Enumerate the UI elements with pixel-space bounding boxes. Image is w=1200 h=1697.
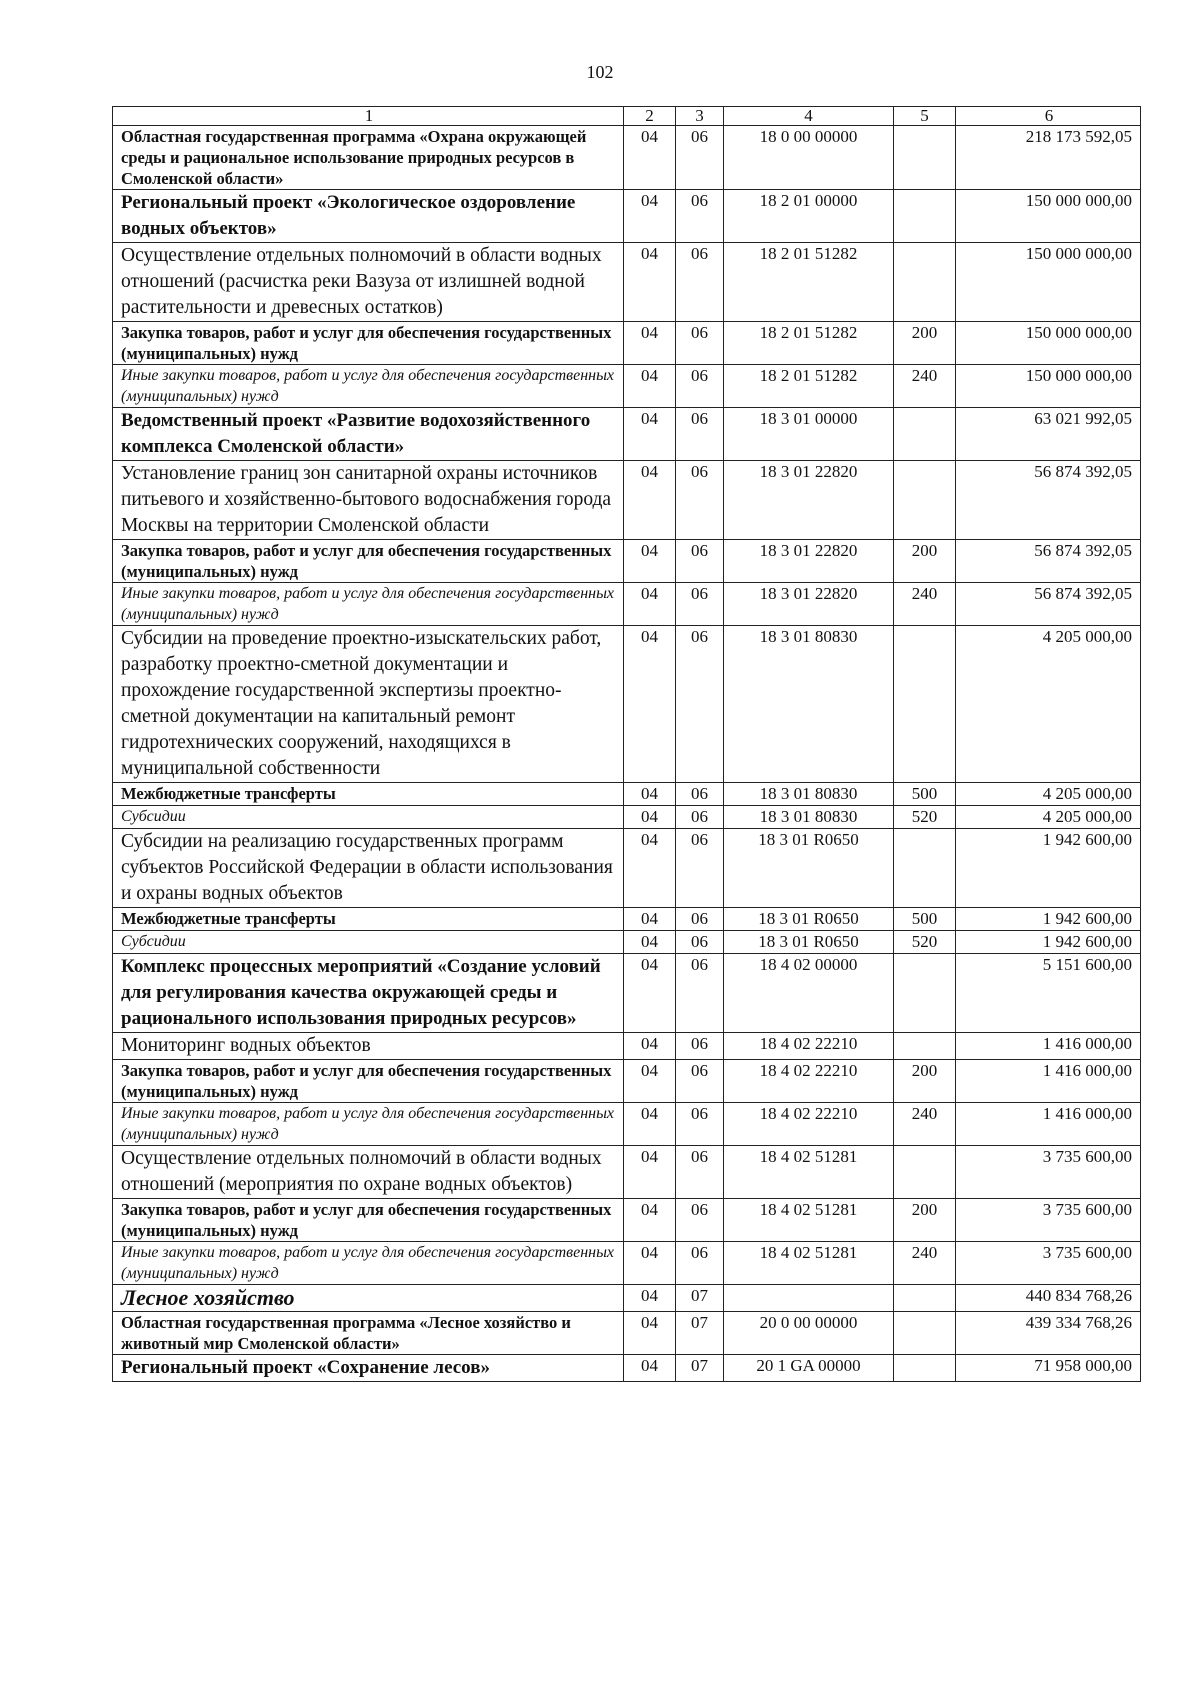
row-amount: 56 874 392,05	[956, 583, 1141, 626]
row-expense-type: 200	[894, 322, 956, 365]
table-row	[113, 1199, 1141, 1242]
row-target-article: 18 3 01 80830	[724, 806, 894, 829]
row-expense-type: 200	[894, 1199, 956, 1242]
row-expense-type	[894, 461, 956, 540]
row-subsection: 06	[676, 783, 724, 806]
row-expense-type: 200	[894, 1060, 956, 1103]
row-amount: 63 021 992,05	[956, 408, 1141, 461]
row-target-article: 18 2 01 00000	[724, 190, 894, 243]
header-col-4: 4	[724, 107, 894, 126]
row-amount: 56 874 392,05	[956, 540, 1141, 583]
row-section: 04	[624, 626, 676, 783]
row-target-article: 18 2 01 51282	[724, 365, 894, 408]
table-row	[113, 908, 1141, 931]
row-expense-type: 500	[894, 908, 956, 931]
row-target-article: 18 2 01 51282	[724, 243, 894, 322]
row-name: Областная государственная программа «Охрана окружающей среды и рациональное использование природных ресурсов в Смоленской области»	[113, 126, 624, 190]
row-target-article: 18 3 01 R0650	[724, 908, 894, 931]
table-row	[113, 1146, 1141, 1199]
row-subsection: 06	[676, 1033, 724, 1060]
table-row	[113, 806, 1141, 829]
row-section: 04	[624, 365, 676, 408]
row-subsection: 06	[676, 1146, 724, 1199]
row-amount: 150 000 000,00	[956, 365, 1141, 408]
row-target-article: 18 4 02 22210	[724, 1033, 894, 1060]
row-name: Осуществление отдельных полномочий в области водных отношений (расчистка реки Вазуза от излишней водной растительности и древесных остатков)	[113, 243, 624, 322]
row-amount: 439 334 768,26	[956, 1312, 1141, 1355]
row-subsection: 06	[676, 461, 724, 540]
row-name: Лесное хозяйство	[113, 1285, 624, 1312]
row-amount: 3 735 600,00	[956, 1199, 1141, 1242]
row-expense-type	[894, 1146, 956, 1199]
row-amount: 150 000 000,00	[956, 243, 1141, 322]
row-target-article: 18 2 01 51282	[724, 322, 894, 365]
table-row	[113, 540, 1141, 583]
row-section: 04	[624, 829, 676, 908]
row-name: Субсидии на проведение проектно-изыскательских работ, разработку проектно-сметной документации и прохождение государственной экспертизы проектно-сметной документации на капитальный ремонт гидротехнических сооружений, находящихся в муниципальной собственности	[113, 626, 624, 783]
row-subsection: 06	[676, 806, 724, 829]
row-target-article: 18 4 02 51281	[724, 1242, 894, 1285]
row-target-article: 18 4 02 22210	[724, 1060, 894, 1103]
row-expense-type	[894, 954, 956, 1033]
table-row	[113, 583, 1141, 626]
row-subsection: 06	[676, 829, 724, 908]
table-row	[113, 1242, 1141, 1285]
row-section: 04	[624, 190, 676, 243]
row-section: 04	[624, 126, 676, 190]
row-subsection: 06	[676, 1199, 724, 1242]
row-expense-type	[894, 829, 956, 908]
row-expense-type	[894, 1312, 956, 1355]
table-row	[113, 190, 1141, 243]
row-subsection: 06	[676, 1060, 724, 1103]
row-target-article: 20 0 00 00000	[724, 1312, 894, 1355]
row-section: 04	[624, 806, 676, 829]
row-subsection: 06	[676, 931, 724, 954]
row-expense-type: 240	[894, 365, 956, 408]
row-subsection: 06	[676, 954, 724, 1033]
row-expense-type: 500	[894, 783, 956, 806]
table-row	[113, 1103, 1141, 1146]
row-section: 04	[624, 1146, 676, 1199]
row-expense-type	[894, 408, 956, 461]
row-subsection: 06	[676, 1103, 724, 1146]
row-amount: 1 416 000,00	[956, 1060, 1141, 1103]
row-expense-type	[894, 243, 956, 322]
row-expense-type: 520	[894, 931, 956, 954]
row-section: 04	[624, 931, 676, 954]
table-row	[113, 931, 1141, 954]
row-section: 04	[624, 322, 676, 365]
row-expense-type: 240	[894, 583, 956, 626]
row-name: Межбюджетные трансферты	[113, 783, 624, 806]
table-row	[113, 1060, 1141, 1103]
row-section: 04	[624, 954, 676, 1033]
header-col-1: 1	[113, 107, 624, 126]
row-target-article: 18 3 01 80830	[724, 626, 894, 783]
row-target-article: 18 3 01 R0650	[724, 931, 894, 954]
row-target-article: 18 4 02 51281	[724, 1146, 894, 1199]
row-section: 04	[624, 1242, 676, 1285]
row-target-article: 18 3 01 80830	[724, 783, 894, 806]
table-row	[113, 954, 1141, 1033]
row-name: Иные закупки товаров, работ и услуг для обеспечения государственных (муниципальных) нужд	[113, 365, 624, 408]
row-target-article: 18 3 01 22820	[724, 540, 894, 583]
row-name: Иные закупки товаров, работ и услуг для обеспечения государственных (муниципальных) нужд	[113, 583, 624, 626]
header-col-6: 6	[956, 107, 1141, 126]
table-row	[113, 365, 1141, 408]
table-row	[113, 408, 1141, 461]
row-expense-type: 520	[894, 806, 956, 829]
header-col-3: 3	[676, 107, 724, 126]
row-subsection: 06	[676, 243, 724, 322]
row-target-article: 18 4 02 51281	[724, 1199, 894, 1242]
row-subsection: 06	[676, 626, 724, 783]
row-expense-type	[894, 190, 956, 243]
row-name: Субсидии	[113, 931, 624, 954]
row-expense-type	[894, 1285, 956, 1312]
row-amount: 5 151 600,00	[956, 954, 1141, 1033]
row-section: 04	[624, 408, 676, 461]
row-target-article: 20 1 GA 00000	[724, 1355, 894, 1382]
row-subsection: 06	[676, 126, 724, 190]
row-subsection: 06	[676, 190, 724, 243]
page-number: 102	[586, 62, 614, 82]
table-row	[113, 243, 1141, 322]
row-section: 04	[624, 1199, 676, 1242]
row-subsection: 07	[676, 1355, 724, 1382]
row-subsection: 07	[676, 1285, 724, 1312]
row-amount: 1 942 600,00	[956, 908, 1141, 931]
row-subsection: 06	[676, 583, 724, 626]
row-amount: 71 958 000,00	[956, 1355, 1141, 1382]
row-name: Установление границ зон санитарной охраны источников питьевого и хозяйственно-бытового водоснабжения города Москвы на территории Смоленской области	[113, 461, 624, 540]
row-subsection: 06	[676, 540, 724, 583]
header-col-5: 5	[894, 107, 956, 126]
row-expense-type	[894, 126, 956, 190]
row-target-article: 18 4 02 00000	[724, 954, 894, 1033]
row-section: 04	[624, 1103, 676, 1146]
row-section: 04	[624, 540, 676, 583]
row-name: Региональный проект «Экологическое оздоровление водных объектов»	[113, 190, 624, 243]
row-amount: 1 942 600,00	[956, 931, 1141, 954]
row-expense-type: 240	[894, 1103, 956, 1146]
row-target-article: 18 3 01 R0650	[724, 829, 894, 908]
row-name: Ведомственный проект «Развитие водохозяйственного комплекса Смоленской области»	[113, 408, 624, 461]
table-header-row	[113, 107, 1141, 126]
row-subsection: 06	[676, 408, 724, 461]
table-row	[113, 322, 1141, 365]
row-section: 04	[624, 583, 676, 626]
row-target-article: 18 0 00 00000	[724, 126, 894, 190]
row-expense-type	[894, 1355, 956, 1382]
row-amount: 218 173 592,05	[956, 126, 1141, 190]
row-subsection: 06	[676, 908, 724, 931]
table-row	[113, 829, 1141, 908]
row-name: Субсидии	[113, 806, 624, 829]
row-name: Региональный проект «Сохранение лесов»	[113, 1355, 624, 1382]
header-col-2: 2	[624, 107, 676, 126]
row-section: 04	[624, 243, 676, 322]
row-amount: 3 735 600,00	[956, 1242, 1141, 1285]
row-subsection: 06	[676, 1242, 724, 1285]
row-section: 04	[624, 908, 676, 931]
row-amount: 3 735 600,00	[956, 1146, 1141, 1199]
row-target-article: 18 3 01 22820	[724, 461, 894, 540]
row-amount: 150 000 000,00	[956, 190, 1141, 243]
row-name: Закупка товаров, работ и услуг для обеспечения государственных (муниципальных) нужд	[113, 1060, 624, 1103]
row-name: Закупка товаров, работ и услуг для обеспечения государственных (муниципальных) нужд	[113, 1199, 624, 1242]
row-amount: 4 205 000,00	[956, 806, 1141, 829]
row-name: Комплекс процессных мероприятий «Создание условий для регулирования качества окружающей среды и рационального использования природных ресурсов»	[113, 954, 624, 1033]
row-amount: 56 874 392,05	[956, 461, 1141, 540]
row-section: 04	[624, 1312, 676, 1355]
row-amount: 440 834 768,26	[956, 1285, 1141, 1312]
table-row	[113, 1312, 1141, 1355]
row-target-article: 18 3 01 00000	[724, 408, 894, 461]
table-row	[113, 461, 1141, 540]
row-name: Областная государственная программа «Лесное хозяйство и животный мир Смоленской области»	[113, 1312, 624, 1355]
row-subsection: 06	[676, 365, 724, 408]
row-name: Мониторинг водных объектов	[113, 1033, 624, 1060]
row-name: Закупка товаров, работ и услуг для обеспечения государственных (муниципальных) нужд	[113, 322, 624, 365]
table-row	[113, 783, 1141, 806]
table-row	[113, 1033, 1141, 1060]
row-section: 04	[624, 1285, 676, 1312]
budget-table	[112, 106, 1141, 1382]
row-expense-type: 200	[894, 540, 956, 583]
row-name: Иные закупки товаров, работ и услуг для обеспечения государственных (муниципальных) нужд	[113, 1242, 624, 1285]
row-expense-type: 240	[894, 1242, 956, 1285]
row-amount: 1 416 000,00	[956, 1103, 1141, 1146]
row-amount: 4 205 000,00	[956, 783, 1141, 806]
row-amount: 1 942 600,00	[956, 829, 1141, 908]
row-section: 04	[624, 783, 676, 806]
table-row	[113, 126, 1141, 190]
row-amount: 1 416 000,00	[956, 1033, 1141, 1060]
row-amount: 4 205 000,00	[956, 626, 1141, 783]
row-section: 04	[624, 461, 676, 540]
row-section: 04	[624, 1355, 676, 1382]
row-name: Осуществление отдельных полномочий в области водных отношений (мероприятия по охране водных объектов)	[113, 1146, 624, 1199]
table-row	[113, 1285, 1141, 1312]
row-subsection: 06	[676, 322, 724, 365]
row-name: Межбюджетные трансферты	[113, 908, 624, 931]
row-section: 04	[624, 1060, 676, 1103]
row-name: Закупка товаров, работ и услуг для обеспечения государственных (муниципальных) нужд	[113, 540, 624, 583]
table-body	[113, 107, 1141, 1382]
row-name: Субсидии на реализацию государственных программ субъектов Российской Федерации в области использования и охраны водных объектов	[113, 829, 624, 908]
row-expense-type	[894, 626, 956, 783]
row-expense-type	[894, 1033, 956, 1060]
row-subsection: 07	[676, 1312, 724, 1355]
row-name: Иные закупки товаров, работ и услуг для обеспечения государственных (муниципальных) нужд	[113, 1103, 624, 1146]
table-row	[113, 1355, 1141, 1382]
row-target-article	[724, 1285, 894, 1312]
row-amount: 150 000 000,00	[956, 322, 1141, 365]
row-target-article: 18 3 01 22820	[724, 583, 894, 626]
row-target-article: 18 4 02 22210	[724, 1103, 894, 1146]
row-section: 04	[624, 1033, 676, 1060]
table-row	[113, 626, 1141, 783]
